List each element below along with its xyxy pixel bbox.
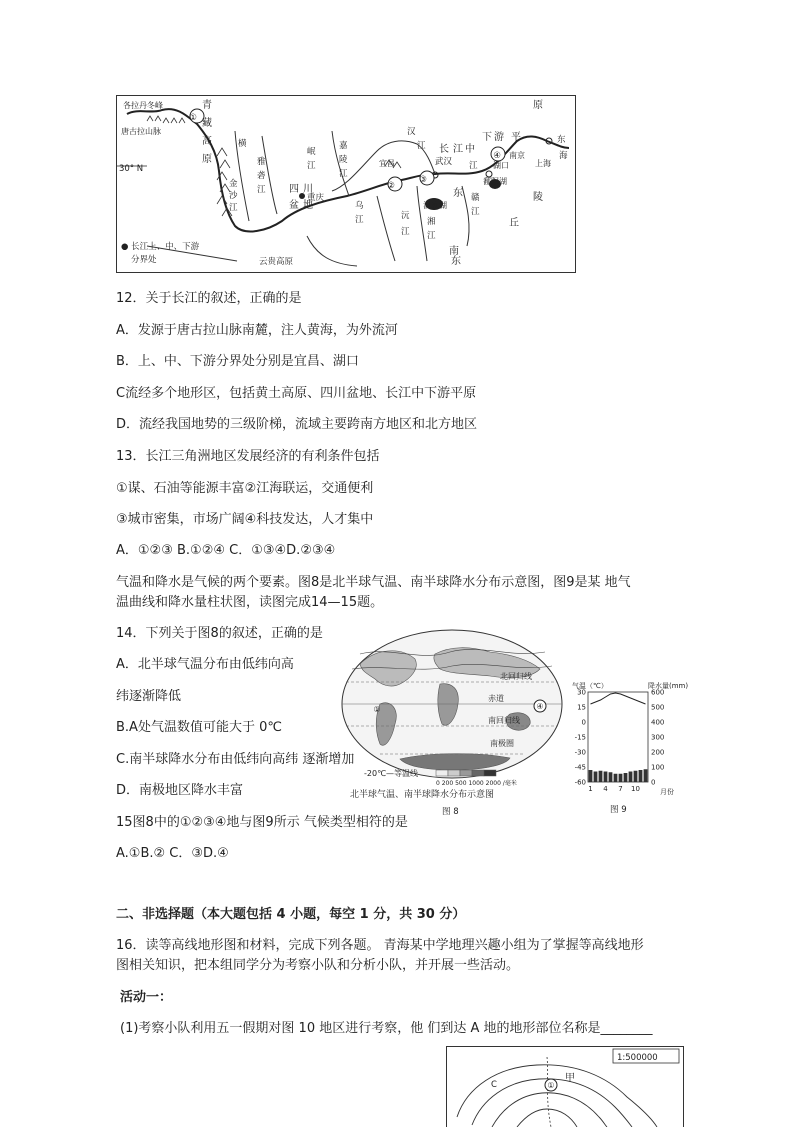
svg-text:江: 江 bbox=[427, 231, 436, 241]
svg-text:②: ② bbox=[387, 181, 395, 191]
q14-option-b: B.A处气温数值可能大于 0℃ bbox=[116, 720, 282, 735]
fig8-legend-scale: 0 200 500 1000 2000 /毫米 bbox=[436, 780, 517, 787]
svg-text:青: 青 bbox=[202, 100, 212, 111]
svg-text:南京: 南京 bbox=[509, 151, 525, 160]
fig9-label: 图 9 bbox=[610, 805, 627, 815]
svg-text:陵: 陵 bbox=[339, 155, 348, 165]
svg-text:江: 江 bbox=[469, 161, 478, 171]
fig9-precip-tick: 300 bbox=[651, 733, 665, 742]
fig9-precip-bar bbox=[629, 772, 633, 783]
fig8-caption: 北半球气温、南半球降水分布示意图 bbox=[350, 790, 495, 800]
fig8-label: 图 8 bbox=[442, 807, 459, 817]
svg-text:江: 江 bbox=[417, 141, 426, 151]
label-equator: 赤道 bbox=[488, 694, 504, 703]
svg-text:江: 江 bbox=[453, 144, 463, 155]
fig9-plot-area bbox=[588, 692, 648, 782]
svg-text:原: 原 bbox=[533, 100, 543, 111]
svg-text:①: ① bbox=[189, 113, 197, 123]
fig9-precip-tick: 200 bbox=[651, 748, 665, 757]
svg-text:江: 江 bbox=[229, 203, 238, 213]
svg-text:南: 南 bbox=[449, 246, 459, 257]
svg-text:江: 江 bbox=[307, 161, 316, 171]
svg-text:分界处: 分界处 bbox=[131, 255, 157, 265]
fig9-precip-bar bbox=[594, 772, 598, 783]
q14-option-c: C.南半球降水分布由低纬向高纬 逐渐增加 bbox=[116, 752, 355, 767]
fig10-label-c: C bbox=[491, 1080, 497, 1090]
fig9-xlabel: 月份 bbox=[660, 788, 674, 796]
svg-text:湖口: 湖口 bbox=[493, 161, 509, 170]
svg-text:赣: 赣 bbox=[471, 193, 480, 203]
svg-text:岷: 岷 bbox=[307, 147, 316, 157]
svg-text:金: 金 bbox=[229, 179, 238, 189]
svg-text:江: 江 bbox=[401, 227, 410, 237]
q14-stem: 14．下列关于图8的叙述，正确的是 bbox=[116, 626, 323, 641]
q14-option-d: D．南极地区降水丰富 bbox=[116, 783, 244, 798]
fig9-temperature-line bbox=[591, 693, 646, 704]
svg-text:武汉: 武汉 bbox=[435, 157, 453, 167]
q14-option-a-1: A．北半球气温分布由低纬向高 bbox=[116, 657, 294, 672]
fig8-legend-temp: -20℃—等温线 bbox=[364, 769, 419, 778]
svg-text:横: 横 bbox=[238, 139, 247, 149]
svg-text:下: 下 bbox=[482, 132, 492, 143]
fig9-precip-bar bbox=[644, 769, 648, 782]
fig9-temp-tick: -60 bbox=[574, 778, 586, 787]
fig9-temp-tick: 15 bbox=[577, 703, 586, 712]
svg-text:陵: 陵 bbox=[533, 192, 543, 203]
svg-text:丘: 丘 bbox=[509, 218, 519, 229]
q12-option-d: D．流经我国地势的三级阶梯，流域主要跨南方地区和北方地区 bbox=[116, 417, 478, 432]
svg-text:①: ① bbox=[547, 1081, 555, 1090]
svg-text:宜昌: 宜昌 bbox=[379, 159, 395, 168]
fig9-temp-tick: -30 bbox=[574, 748, 586, 757]
svg-text:④: ④ bbox=[493, 151, 501, 161]
svg-text:①: ① bbox=[373, 705, 381, 714]
map-legend: ● 长江上、中、下游 bbox=[121, 242, 200, 252]
q16-part-1: (1)考察小队利用五一假期对图 10 地区进行考察，他 们到达 A 地的地形部位名称是________ bbox=[120, 1021, 653, 1036]
svg-text:游: 游 bbox=[494, 132, 504, 143]
q13-stem: 13．长江三角洲地区发展经济的有利条件包括 bbox=[116, 449, 380, 464]
q16-line-2: 图相关知识，把本组同学分为考察小队和分析小队，并开展一些活动。 bbox=[116, 958, 520, 973]
label-lat30: 30° N bbox=[119, 164, 144, 174]
fig9-precip-bar bbox=[624, 773, 628, 782]
fig9-precip-tick: 100 bbox=[651, 763, 665, 772]
fig9-precip-bar bbox=[599, 771, 603, 782]
fig9-month-tick: 1 bbox=[588, 785, 593, 793]
svg-text:江: 江 bbox=[471, 207, 480, 217]
q13-options: A．①②③ B.①②④ C．①③④D.②③④ bbox=[116, 543, 336, 558]
svg-text:中: 中 bbox=[465, 144, 475, 155]
q12-option-b: B．上、中、下游分界处分别是宜昌、湖口 bbox=[116, 354, 359, 369]
fig9-precip-tick: 600 bbox=[651, 688, 665, 697]
svg-text:平: 平 bbox=[511, 132, 521, 143]
svg-text:汉: 汉 bbox=[407, 127, 416, 137]
svg-text:雅: 雅 bbox=[257, 157, 266, 167]
svg-text:盆: 盆 bbox=[289, 200, 299, 211]
q16-line-1: 16．读等高线地形图和材料，完成下列各题。 青海某中学地理兴趣小组为了掌握等高线地形 bbox=[116, 938, 644, 953]
fig10-scale: 1:500000 bbox=[617, 1053, 658, 1063]
svg-text:③: ③ bbox=[419, 175, 427, 185]
yangtze-river-map bbox=[116, 95, 576, 273]
figure-9 bbox=[568, 678, 690, 818]
q15-stem: 15图8中的①②③④地与图9所示 气候类型相符的是 bbox=[116, 815, 408, 830]
svg-text:四: 四 bbox=[289, 184, 299, 195]
q12-option-a: A．发源于唐古拉山脉南麓，注人黄海，为外流河 bbox=[116, 323, 398, 338]
fig9-month-tick: 7 bbox=[618, 785, 623, 793]
q14-option-a-2: 纬逐渐降低 bbox=[116, 689, 182, 704]
fig9-month-tick: 10 bbox=[631, 785, 640, 793]
svg-text:云贵高原: 云贵高原 bbox=[259, 257, 294, 267]
fig9-precip-bar bbox=[619, 774, 623, 782]
fig9-precip-bar bbox=[589, 770, 593, 782]
svg-text:东: 东 bbox=[453, 188, 463, 199]
svg-text:长: 长 bbox=[439, 144, 449, 155]
q12-option-c: C流经多个地形区，包括黄土高原、四川盆地、长江中下游平原 bbox=[116, 386, 477, 401]
intro-line-2: 温曲线和降水量柱状图，读图完成14—15题。 bbox=[116, 595, 384, 610]
svg-text:重庆: 重庆 bbox=[307, 193, 325, 203]
svg-text:江: 江 bbox=[339, 169, 348, 179]
fig9-precip-tick: 500 bbox=[651, 703, 665, 712]
svg-text:嘉: 嘉 bbox=[339, 141, 348, 151]
fig9-ylabel-right: 降水量(mm) bbox=[648, 682, 689, 690]
svg-text:沅: 沅 bbox=[401, 211, 410, 221]
svg-text:地: 地 bbox=[303, 200, 313, 211]
svg-text:洞庭湖: 洞庭湖 bbox=[423, 201, 447, 210]
fig9-precip-tick: 400 bbox=[651, 718, 665, 727]
svg-text:藏: 藏 bbox=[202, 118, 212, 129]
svg-text:砻: 砻 bbox=[257, 171, 266, 181]
q12-stem: 12．关于长江的叙述，正确的是 bbox=[116, 291, 302, 306]
label-tanggula: 唐古拉山脉 bbox=[121, 127, 161, 136]
fig9-temp-tick: 30 bbox=[577, 688, 586, 697]
svg-text:原: 原 bbox=[202, 154, 212, 165]
fig9-temp-tick: 0 bbox=[581, 718, 586, 727]
svg-text:川: 川 bbox=[303, 184, 313, 195]
svg-text:高: 高 bbox=[202, 136, 212, 147]
svg-text:东: 东 bbox=[451, 256, 461, 267]
label-tropic-capricorn: 南回归线 bbox=[488, 716, 520, 725]
svg-text:上海: 上海 bbox=[535, 159, 551, 168]
fig9-precip-bar bbox=[609, 772, 613, 782]
q13-line-1: ①谋、石油等能源丰富②江海联运，交通便利 bbox=[116, 481, 374, 496]
fig9-precip-bar bbox=[634, 771, 638, 782]
svg-text:东: 东 bbox=[557, 135, 566, 145]
svg-text:乌: 乌 bbox=[355, 201, 364, 211]
q13-line-2: ③城市密集，市场广阔④科技发达，人才集中 bbox=[116, 512, 374, 527]
q16-activity-1: 活动一： bbox=[120, 990, 173, 1005]
figure-10-contour-map bbox=[446, 1046, 684, 1127]
fig10-label-jia: 甲 bbox=[565, 1073, 575, 1084]
svg-text:④: ④ bbox=[536, 702, 544, 711]
fig9-precip-bar bbox=[614, 774, 618, 782]
svg-text:湘: 湘 bbox=[427, 217, 436, 227]
fig9-precip-bar bbox=[639, 770, 643, 782]
fig9-precip-bar bbox=[604, 772, 608, 783]
fig9-ylabel-left: 气温（℃） bbox=[572, 682, 608, 690]
svg-text:江: 江 bbox=[355, 215, 364, 225]
figure-8 bbox=[340, 624, 564, 819]
svg-text:沙: 沙 bbox=[229, 191, 238, 201]
label-antarctic-circle: 南极圈 bbox=[490, 739, 514, 748]
fig9-month-tick: 4 bbox=[603, 785, 608, 793]
fig9-temp-tick: -15 bbox=[574, 733, 586, 742]
fig9-temp-tick: -45 bbox=[574, 763, 586, 772]
section-2-title: 二、非选择题（本大题包括 4 小题，每空 1 分，共 30 分） bbox=[116, 907, 466, 922]
intro-line-1: 气温和降水是气候的两个要素。图8是北半球气温、南半球降水分布示意图，图9是某 地气 bbox=[116, 575, 631, 590]
q15-options: A.①B.② C．③D.④ bbox=[116, 846, 229, 861]
svg-text:江: 江 bbox=[257, 185, 266, 195]
fig9-precip-tick: 0 bbox=[651, 778, 656, 787]
svg-text:鄱阳湖: 鄱阳湖 bbox=[483, 177, 507, 186]
label-tropic-cancer: 北回归线 bbox=[500, 672, 532, 681]
label-geladandong: 各拉丹冬峰 bbox=[123, 101, 163, 110]
svg-text:海: 海 bbox=[559, 151, 568, 161]
